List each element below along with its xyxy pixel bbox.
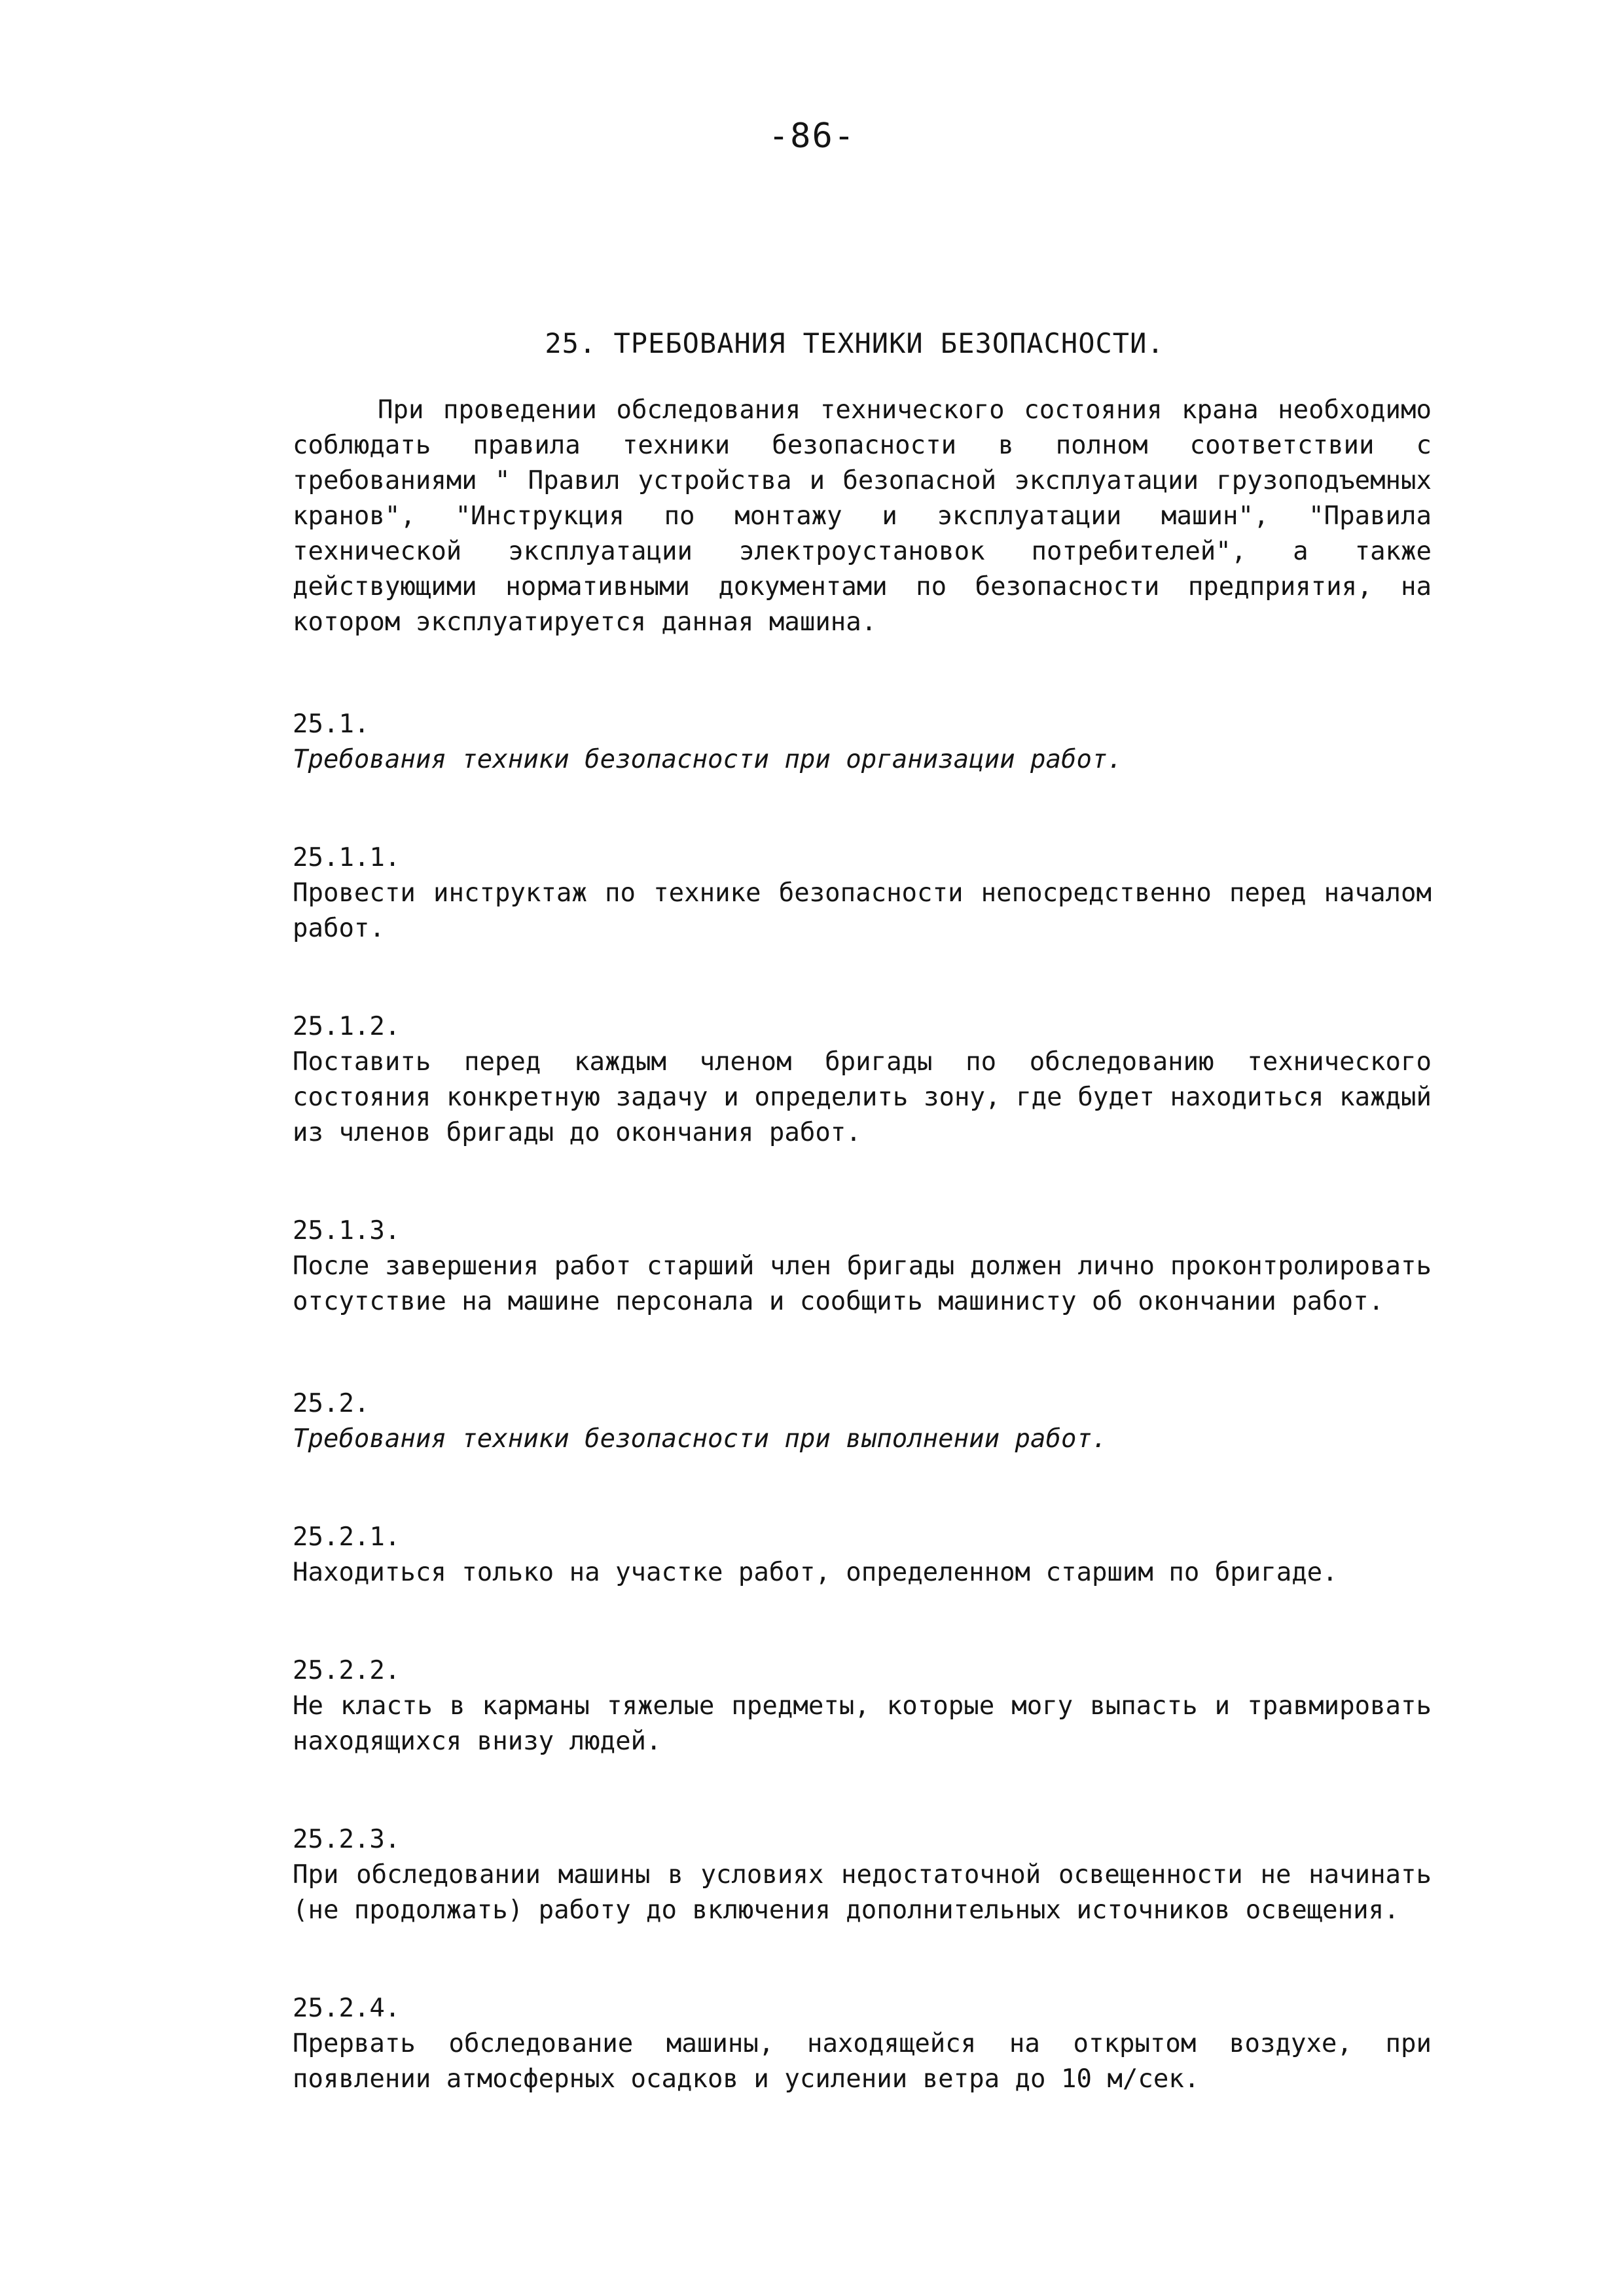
intro-paragraph: При проведении обследования технического состояния крана необходимо соблюдать правила техники безопасности в полном соответствии с требованиями " Правил устройства и безопасной эксплуатации грузоподъемных кранов", "Инструкция по монтажу и эксплуатации машин", "Правила технической эксплуатации электроустановок потребителей", а также действующими нормативными документами по безопасности предприятия, на котором эксплуатируется данная машина.	[293, 395, 1432, 637]
subsection-title: Требования техники безопасности при выполнении работ.	[293, 1424, 1108, 1454]
subsection-title: Требования техники безопасности при организации работ.	[293, 745, 1123, 774]
clause-text: После завершения работ старший член бригады должен лично проконтролировать отсутствие на машине персонала и сообщить машинисту об окончании работ.	[293, 1251, 1432, 1316]
clause-25-2-3	[293, 1787, 1432, 1928]
clause-text: Прервать обследование машины, находящейся на открытом воздухе, при появлении атмосферных осадков и усилении ветра до 10 м/сек.	[293, 2029, 1432, 2094]
clause-text: Поставить перед каждым членом бригады по обследованию технического состояния конкретную задачу и определить зону, где будет находиться каждый из членов бригады до окончания работ.	[293, 1047, 1432, 1147]
clause-25-1-2	[293, 974, 1432, 1151]
clause-text: Провести инструктаж по технике безопасности непосредственно перед началом работ.	[293, 878, 1432, 943]
clause-text: Находиться только на участке работ, определенном старшим по бригаде.	[293, 1558, 1338, 1587]
page-number: -86-	[768, 117, 856, 156]
clause-number: 25.2.4.	[293, 1994, 401, 2023]
subsection-heading-25-2	[293, 1351, 1432, 1457]
clause-25-2-1	[293, 1484, 1432, 1590]
clause-25-1-3	[293, 1178, 1432, 1319]
clause-number: 25.2.3.	[293, 1825, 401, 1854]
clause-text: Не класть в карманы тяжелые предметы, которые могу выпасть и травмировать находящихся внизу людей.	[293, 1691, 1432, 1756]
subsection-number: 25.2.	[293, 1389, 370, 1418]
clause-number: 25.1.3.	[293, 1216, 401, 1246]
document-body	[293, 393, 1432, 2125]
clause-25-1-1	[293, 805, 1432, 946]
subsection-number: 25.1.	[293, 709, 370, 739]
clause-text: При обследовании машины в условиях недостаточной освещенности не начинать (не продолжать) работу до включения дополнительных источников освещения.	[293, 1860, 1432, 1925]
clause-number: 25.1.1.	[293, 843, 401, 872]
clause-number: 25.2.1.	[293, 1522, 401, 1552]
clause-number: 25.1.2.	[293, 1012, 401, 1041]
clause-25-2-4	[293, 1956, 1432, 2097]
clause-number: 25.2.2.	[293, 1656, 401, 1685]
clause-25-2-2	[293, 1618, 1432, 1759]
section-title: 25. ТРЕБОВАНИЯ ТЕХНИКИ БЕЗОПАСНОСТИ.	[545, 327, 1164, 359]
subsection-heading-25-1	[293, 672, 1432, 778]
